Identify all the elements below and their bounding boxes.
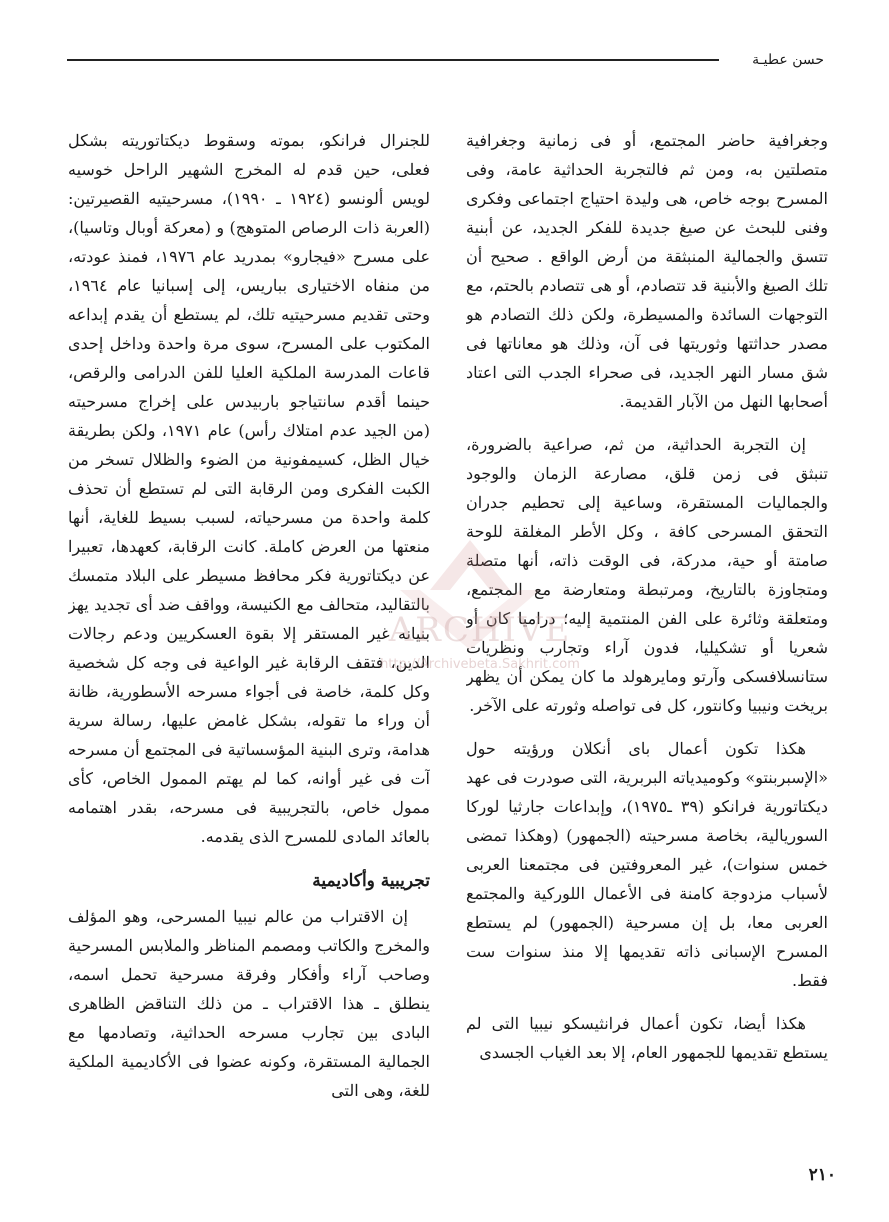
header-rule: [67, 59, 719, 61]
paragraph: إن التجربة الحداثية، من ثم، صراعية بالضرورة، تنبثق فى زمن قلق، مصارعة الزمان والوجود والجماليات المستقرة، وساعية إلى تحطيم جدران التحقق المسرحى كافة ، وكل الأطر المغلقة للوحة صامتة أو حية، مدركة، فى الوقت ذاته، أنها متصلة ومتجاوزة بالتاريخ، ومرتبطة ومتعارضة مع المجتمع، ومتعلقة وثائرة على الفن المنتمية إليه؛ دراميا كان أو شعريا أو تشكيليا، فدون آراء وتجارب ونظريات ستانسلافسكى وآرتو ومايرهولد ما كان يمكن أن يظهر بريخت ونيبيا وكانتور، كل فى تواصله وثورته على الآخر.: [466, 435, 828, 715]
paragraph: إن الاقتراب من عالم نيبيا المسرحى، وهو المؤلف والمخرج والكاتب ومصمم المناظر والملابس المسرحية وصاحب آراء وأفكار وفرقة مسرحية تحمل اسمه، ينطلق ـ هذا الاقتراب ـ من ذلك التناقض الظاهرى البادى بين تجارب مسرحه الحداثية، وتصادمها مع الجمالية المستقرة، وكونه عضوا فى الأكاديمية الملكية للغة، وهى التى: [68, 907, 430, 1100]
text-column-left: [68, 126, 430, 1156]
paragraph: وجغرافية حاضر المجتمع، أو فى زمانية وجغرافية متصلتين به، ومن ثم فالتجربة الحداثية عامة، وفى المسرح بوجه خاص، هى وليدة احتياج اجتماعى وفكرى وفنى للبحث عن صيغ جديدة للفكر الجديد، عن أبنية تتسق والجمالية المنبثقة من أرض الواقع . صحيح أن تلك الصيغ والأبنية قد تتصادم، أو هى تتصادم بالحتم، مع التوجهات السائدة والمسيطرة، ولكن ذلك التصادم هو مصدر حداثتها وثوريتها فى آن، وذلك هو معاناتها فى شق مسار النهر الجديد، فى صحراء الجدب التى اعتاد أصحابها النهل من الآبار القديمة.: [466, 131, 828, 411]
paragraph: هكذا تكون أعمال باى أنكلان ورؤيته حول «الإسبربنتو» وكوميدياته البربرية، التى صودرت فى عهد ديكتاتورية فرانكو (٣٩ ـ١٩٧٥)، وإبداعات جارثيا لوركا السوريالية، بخاصة مسرحيته (الجمهور) (وهكذا تمضى خمس سنوات)، غير المعروفتين فى مجتمعنا العربى لأسباب مزدوجة كامنة فى الأعمال اللوركية والمجتمع العربى معا، بل إن مسرحية (الجمهور) لم يستطع المسرح الإسبانى ذاته تقديمها إلا منذ سنوات ست فقط.: [466, 739, 828, 990]
paragraph: هكذا أيضا، تكون أعمال فرانثيسكو نيبيا التى لم يستطع تقديمها للجمهور العام، إلا بعد الغياب الجسدى: [466, 1014, 828, 1062]
page-number: ٢١٠: [808, 1165, 836, 1185]
text-column-right: [466, 126, 828, 1156]
running-header-author: حسن عطيـة: [752, 52, 824, 68]
watermark-url: http://Archivebeta.Sakhrit.com: [380, 657, 580, 672]
section-heading: تجريبية وأكاديمية: [312, 871, 430, 891]
paragraph: للجنرال فرانكو، بموته وسقوط ديكتاتوريته بشكل فعلى، حين قدم له المخرج الشهير الراحل خوسيه لويس ألونسو (١٩٢٤ ـ ١٩٩٠)، مسرحيتيه القصيرتين: (العربة ذات الرصاص المتوهج) و (معركة أوبال وتاسيا)، على مسرح «فيجارو» بمدريد عام ١٩٧٦، فمنذ عودته، من منفاه الاختيارى بباريس، إلى إسبانيا عام ١٩٦٤، وحتى تقديم مسرحيتيه تلك، لم يستطع أن يقدم إبداعه المكتوب على المسرح، سوى مرة واحدة وداخل إحدى قاعات المدرسة الملكية العليا للفن الدرامى والرقص، حينما أقدم سانتياجو باربيدس على إخراج مسرحيته (من الجيد عدم امتلاك رأس) عام ١٩٧١، ولكن بطريقة خيال الظل، كسيمفونية من الضوء والظلال تسخر من الكبت الفكرى ومن الرقابة التى لم تستطع أن تحذف كلمة واحدة من مسرحياته، لسبب بسيط للغاية، أنها منعتها من العرض كاملة. كانت الرقابة، كعهدها، تعبيرا عن ديكتاتورية فكر محافظ مسيطر على البلاد متمسك بالتقاليد، متحالف مع الكنيسة، وواقف ضد أى تجديد يهز بنيانه غير المستقر إلا بقوة العسكريين ودعم رجالات الدين، فتقف الرقابة غير الواعية فى وجه كل شخصية وكل كلمة، خاصة فى أجواء مسرحه الأسطورية، ظانة أن وراء ما تقوله، بشكل غامض عليها، رسالة سرية هدامة، وترى البنية المؤسساتية فى المجتمع أن مسرحه آت فى غير أوانه، كما لم يهتم الممول الخاص، كأى ممول خاص، بالتجريبية فى مسرحه، بقدر اهتمامه بالعائد المادى للمسرح الذى يقدمه.: [68, 131, 430, 846]
watermark-text: ARCHIVE: [388, 610, 572, 650]
